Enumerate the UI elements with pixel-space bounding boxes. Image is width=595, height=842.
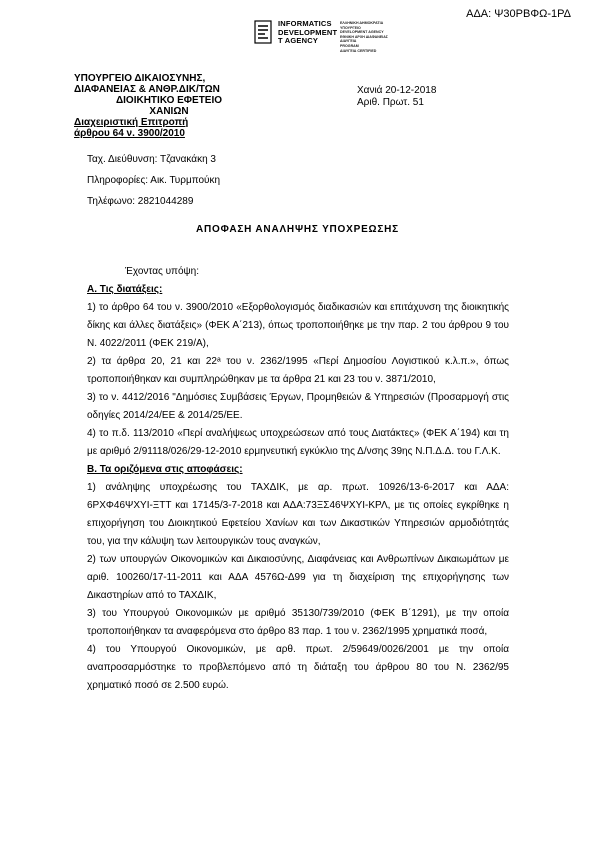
logo-small-text: ΕΛΛΗΝΙΚΗ ΔΗΜΟΚΡΑΤΙΑ ΥΠΟΥΡΓΕΙΟ DEVELOPMENT AGENCY ΕΘΝΙΚΗ ΑΡΧΗ ΔΙΑΦΑΝΕΙΑΣ ΔΙΑΥΓΕΙΑ PROGRAM ΔΙΑΥΓΕΙΑ CERTIFIED	[340, 21, 388, 53]
decision-item: 4) του Υπουργού Οικονομικών, με αρθ. πρωτ. 2/59649/0026/2001 με την οποία αναπροσαρμόστηκε το προβλεπόμενο από τη διάταξη του άρθρου 80 του Ν. 2362/95 χρηματικό ποσό σε 2.500 ευρώ.	[87, 644, 509, 691]
date-protocol-block	[357, 85, 436, 109]
logo-text: INFORMATICS DEVELOPMENT T AGENCY	[278, 19, 338, 46]
court-city: ΧΑΝΙΩΝ	[149, 106, 189, 117]
contact-block	[87, 149, 220, 212]
committee-name: Διαχειριστική Επιτροπή	[74, 117, 189, 128]
contact-person: Πληροφορίες: Αικ. Τυρμπούκη	[87, 175, 221, 186]
provision-item: 4) το π.δ. 113/2010 «Περί αναλήψεως υποχρεώσεων από τους Διατάκτες» (ΦΕΚ Α΄194) και τη με αριθμό 2/91118/026/29-12-2010 ερμηνευτική εγκύκλιο της Δ/νσης 39ης Ν.Π.Δ.Δ. του Γ.Λ.Κ.	[87, 428, 509, 457]
ministry-line-2: ΔΙΑΦΑΝΕΙΑΣ & ΑΝΘΡ.ΔΙΚ/ΤΩΝ	[74, 84, 220, 95]
diavgeia-logo	[254, 20, 424, 56]
decision-item: 3) του Υπουργού Οικονομικών με αριθμό 35130/739/2010 (ΦΕΚ Β΄1291), με την οποία τροποποιήθηκαν τα αναφερόμενα στο άρθρο 83 παρ. 1 του ν. 2362/1995 χρηματικά ποσά,	[87, 608, 509, 637]
protocol-number: Αριθ. Πρωτ. 51	[357, 97, 424, 108]
phone-number: Τηλέφωνο: 2821044289	[87, 196, 194, 207]
section-b-heading: Β. Τα οριζόμενα στις αποφάσεις:	[87, 464, 243, 475]
decision-item: 1) ανάληψης υποχρέωσης του ΤΑΧΔΙΚ, με αρ. πρωτ. 10926/13-6-2017 και ΑΔΑ: 6ΡΧΦ46ΨΧΥΙ-ΞΤΤ και 17145/3-7-2018 και ΑΔΑ:73ΞΣ46ΨΧΥΙ-ΚΡΛ, με τις οποίες εγκρίθηκε η επιχορήγηση του Διοικητικού Εφετείου Χανίων και των Δικαστικών Υπηρεσιών αρμοδιότητάς του, για την κάλυψη των λειτουργικών τους αναγκών,	[87, 482, 509, 547]
intro-line: Έχοντας υπόψη:	[125, 266, 199, 277]
court-name: ΔΙΟΙΚΗΤΙΚΟ ΕΦΕΤΕΙΟ	[115, 95, 223, 106]
section-a-heading: Α. Τις διατάξεις:	[87, 284, 163, 295]
postal-address: Ταχ. Διεύθυνση: Τζανακάκη 3	[87, 154, 216, 165]
ministry-line-1: ΥΠΟΥΡΓΕΙΟ ΔΙΚΑΙΟΣΥΝΗΣ,	[74, 73, 206, 84]
provision-item: 1) το άρθρο 64 του ν. 3900/2010 «Εξορθολογισμός διαδικασιών και επιτάχυνση της διοικητικής δίκης και άλλες διατάξεις» (ΦΕΚ Α΄213), όπως τροποποιήθηκε με την παρ. 2 του άρθρου 9 του Ν. 4022/2011 (ΦΕΚ 219/Α),	[87, 302, 509, 349]
decision-item: 2) των υπουργών Οικονομικών και Δικαιοσύνης, Διαφάνειας και Ανθρωπίνων Δικαιωμάτων με αριθ. 100260/17-11-2011 και ΑΔΑ 4576Ω-Δ99 για τη διαχείριση της επιχορήγησης των Δικαστηρίων από το ΤΑΧΔΙΚ,	[87, 554, 509, 601]
logo-mark-icon	[254, 20, 272, 44]
document-body	[87, 263, 509, 695]
place-date: Χανιά 20-12-2018	[357, 85, 437, 96]
provision-item: 2) τα άρθρα 20, 21 και 22ᵃ του ν. 2362/1995 «Περί Δημοσίου Λογιστικού κ.λ.π.», όπως τροποποιήθηκαν και συμπληρώθηκαν με τα άρθρα 21 και 23 του ν. 3871/2010,	[87, 356, 509, 385]
issuing-authority	[74, 73, 264, 139]
provision-item: 3) το ν. 4412/2016 "Δημόσιες Συμβάσεις Έργων, Προμηθειών & Υπηρεσιών (Προσαρμογή στις οδηγίες 2014/24/ΕΕ & 2014/25/ΕΕ.	[87, 392, 509, 421]
ada-code: ΑΔΑ: Ψ30ΡΒΦΩ-1ΡΔ	[466, 8, 571, 20]
document-title: ΑΠΟΦΑΣΗ ΑΝΑΛΗΨΗΣ ΥΠΟΧΡΕΩΣΗΣ	[195, 224, 399, 235]
committee-law: άρθρου 64 ν. 3900/2010	[74, 128, 185, 139]
